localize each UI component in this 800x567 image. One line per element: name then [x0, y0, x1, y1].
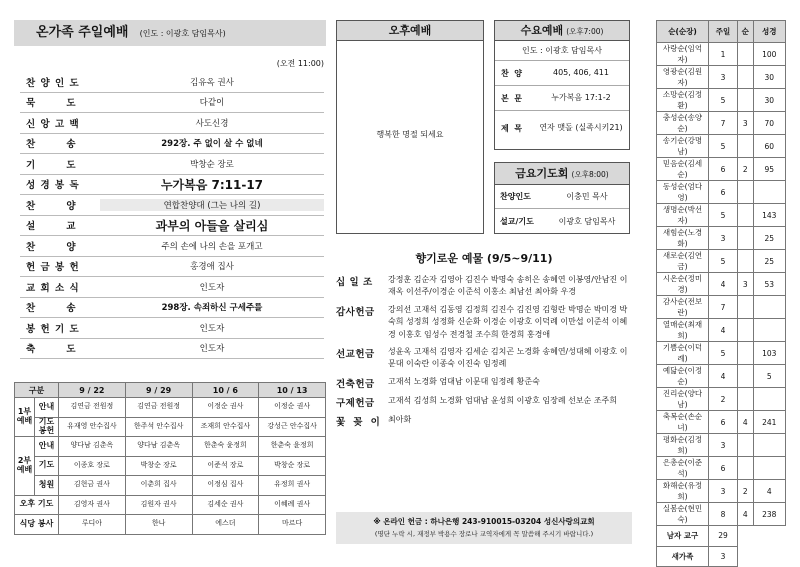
attendance-row	[657, 388, 786, 411]
schedule-cell: 에스더	[192, 515, 259, 535]
attendance-count: 103	[753, 342, 786, 365]
order-label: 교 회 소 식	[26, 282, 80, 294]
order-label: 찬 양	[26, 200, 77, 212]
duty-label: 안내	[35, 437, 59, 457]
service-schedule-table	[14, 382, 326, 535]
attendance-count: 4	[753, 480, 786, 503]
summary-value: 29	[709, 526, 738, 547]
offering-item	[336, 414, 632, 428]
schedule-row	[15, 476, 326, 496]
order-row	[20, 339, 324, 360]
service-label: 2부 예배	[15, 437, 35, 496]
summary-empty	[738, 526, 786, 547]
attendance-count: 3	[709, 434, 738, 457]
wednesday-row	[495, 111, 629, 145]
schedule-cell: 이혜례 권사	[259, 495, 326, 515]
attendance-count: 5	[709, 89, 738, 112]
order-label: 기 도	[26, 159, 77, 171]
order-label: 헌 금 봉 헌	[26, 262, 80, 274]
schedule-cell: 박창순 장로	[125, 456, 192, 476]
order-row	[20, 72, 324, 93]
wednesday-header	[495, 21, 629, 41]
schedule-cell: 김영자 권사	[59, 495, 126, 515]
schedule-header: 9 / 29	[125, 383, 192, 398]
attendance-count	[753, 319, 786, 342]
attendance-count	[738, 66, 753, 89]
friday-row-value: 이충민 목사	[566, 192, 608, 201]
wednesday-time: (오후7:00)	[566, 27, 604, 36]
schedule-cell: 김연금 전원정	[59, 398, 126, 418]
attendance-header: 주일	[709, 21, 738, 43]
attendance-count: 5	[709, 250, 738, 273]
order-row	[20, 298, 324, 319]
wednesday-leader: 인도 : 이광호 담임목사	[495, 41, 629, 61]
offering-item	[336, 274, 632, 299]
attendance-row	[657, 296, 786, 319]
schedule-cell: 양다남 김춘옥	[125, 437, 192, 457]
attendance-count: 143	[753, 204, 786, 227]
attendance-count	[738, 342, 753, 365]
offering-category: 꽃 꽂 이	[336, 416, 381, 428]
attendance-count	[753, 434, 786, 457]
attendance-count: 100	[753, 43, 786, 66]
attendance-count: 25	[753, 250, 786, 273]
attendance-count	[738, 250, 753, 273]
schedule-cell: 이정순 권사	[192, 398, 259, 418]
attendance-summary-row	[657, 526, 786, 547]
attendance-count	[753, 181, 786, 204]
schedule-cell: 유재영 안수집사	[59, 417, 126, 437]
wednesday-row-value: 연자 맷돌 (실족시키21)	[539, 122, 623, 132]
order-row	[20, 318, 324, 339]
schedule-cell: 이정순 권사	[259, 398, 326, 418]
attendance-count: 4	[738, 503, 753, 526]
friday-row-label: 찬양인도	[500, 192, 531, 201]
order-row	[20, 134, 324, 155]
attendance-row	[657, 411, 786, 434]
attendance-count	[753, 388, 786, 411]
attendance-count	[738, 43, 753, 66]
schedule-cell: 강성근 안수집사	[259, 417, 326, 437]
attendance-count: 6	[709, 158, 738, 181]
order-value: 292장. 주 없이 살 수 없네	[161, 139, 263, 150]
group-name: 충성순(송양순)	[657, 112, 709, 135]
attendance-count: 7	[709, 296, 738, 319]
attendance-row	[657, 342, 786, 365]
schedule-row	[15, 417, 326, 437]
group-name: 송기순(강명남)	[657, 135, 709, 158]
wednesday-row	[495, 86, 629, 111]
group-name: 실봄순(현민숙)	[657, 503, 709, 526]
wednesday-section	[494, 20, 630, 150]
offering-category: 십 일 조	[336, 277, 373, 288]
offering-category: 건축헌금	[336, 378, 375, 390]
schedule-cell: 박창순 장로	[259, 456, 326, 476]
offering-category: 감사헌금	[336, 306, 375, 318]
attendance-count	[738, 227, 753, 250]
order-value: 사도신경	[195, 118, 229, 129]
omission-note: (명단 누락 시, 재정부 박용수 장로나 교역자에게 꼭 말씀해 주시기 바랍니다.)	[374, 530, 594, 538]
attendance-count: 95	[753, 158, 786, 181]
schedule-cell: 한춘숙 윤정희	[192, 437, 259, 457]
offering-names: 성윤옥 고재석 김영자 김세순 김치곤 노경화 송혜연/성대혜 이광호 이문대 이숙란 이종숙 이진숙 임정례	[388, 346, 628, 369]
group-name: 새힘순(노경화)	[657, 227, 709, 250]
offering-names: 고재석 김성희 노경화 엄대남 윤성희 이광호 임장례 선보순 조주희	[388, 395, 617, 405]
attendance-count: 2	[709, 388, 738, 411]
order-label: 찬 양 인 도	[26, 77, 80, 89]
attendance-count	[738, 296, 753, 319]
schedule-cell: 김원자 권사	[125, 495, 192, 515]
attendance-count: 53	[753, 273, 786, 296]
order-row	[20, 195, 324, 216]
attendance-count: 5	[709, 135, 738, 158]
schedule-cell: 한주석 안수집사	[125, 417, 192, 437]
attendance-count	[738, 204, 753, 227]
attendance-count	[738, 319, 753, 342]
attendance-count: 238	[753, 503, 786, 526]
order-row	[20, 154, 324, 175]
attendance-count	[738, 181, 753, 204]
schedule-row	[15, 515, 326, 535]
worship-order	[20, 72, 324, 359]
offering-names: 강의선 고재석 김동영 김정희 김진수 김진영 김형란 박명순 박미경 박숙희 성정희 성정화 신순화 이경순 이광호 이덕례 이만섭 이준석 이혜경 이홍호 임성수 전경철 조수희 한경희 홍경애	[388, 304, 628, 339]
attendance-row	[657, 457, 786, 480]
order-label: 찬 송	[26, 139, 77, 151]
attendance-row	[657, 227, 786, 250]
schedule-header: 9 / 22	[59, 383, 126, 398]
friday-section	[494, 162, 630, 234]
attendance-count: 3	[738, 273, 753, 296]
attendance-count	[738, 457, 753, 480]
sunday-header	[14, 20, 326, 46]
order-value: 누가복음 7:11-17	[160, 177, 264, 192]
attendance-count	[738, 135, 753, 158]
attendance-row	[657, 204, 786, 227]
order-label: 찬 송	[26, 303, 77, 315]
friday-row	[495, 209, 629, 233]
wednesday-row-value: 405, 406, 411	[553, 67, 609, 77]
sunday-title: 온가족 주일예배	[36, 25, 129, 40]
schedule-cell: 한나	[125, 515, 192, 535]
attendance-count	[738, 365, 753, 388]
attendance-table	[656, 20, 786, 567]
offering-item	[336, 395, 632, 409]
group-name: 예닮순(이정순)	[657, 365, 709, 388]
attendance-count	[738, 434, 753, 457]
offering-item	[336, 376, 632, 390]
schedule-header: 10 / 6	[192, 383, 259, 398]
summary-label: 새가족	[657, 546, 709, 567]
order-value: 298장. 속죄하신 구세주를	[161, 303, 263, 314]
wednesday-row-label: 본 문	[501, 93, 523, 103]
attendance-count: 60	[753, 135, 786, 158]
offering-names: 최아화	[388, 414, 412, 424]
order-label: 봉 헌 기 도	[26, 323, 80, 335]
schedule-cell: 조재희 안수집사	[192, 417, 259, 437]
attendance-count: 6	[709, 181, 738, 204]
offering-names: 강정훈 김순자 김영아 김진수 박명숙 송히은 송혜연 이봉영/안남진 이재옥 이선주/이경순 이준석 이홍소 최남선 최아화 우경	[388, 275, 628, 297]
schedule-row	[15, 495, 326, 515]
offering-category: 구제헌금	[336, 397, 375, 409]
attendance-count: 8	[709, 503, 738, 526]
friday-row-value: 이광호 담임목사	[558, 216, 616, 226]
attendance-count: 30	[753, 66, 786, 89]
attendance-count: 2	[738, 158, 753, 181]
group-name: 감사순(전보란)	[657, 296, 709, 319]
attendance-row	[657, 112, 786, 135]
attendance-count: 6	[709, 411, 738, 434]
attendance-row	[657, 480, 786, 503]
schedule-header: 10 / 13	[259, 383, 326, 398]
attendance-row	[657, 434, 786, 457]
schedule-cell: 유정희 권사	[259, 476, 326, 496]
attendance-row	[657, 365, 786, 388]
order-label: 축 도	[26, 344, 77, 356]
attendance-row	[657, 135, 786, 158]
group-name: 평화순(김정희)	[657, 434, 709, 457]
offering-names: 고재석 노경화 엄대남 이문대 임정례 황준숙	[388, 376, 540, 386]
order-value: 인도자	[199, 323, 225, 334]
duty-label: 청원	[35, 476, 59, 496]
schedule-cell: 이준석 장로	[192, 456, 259, 476]
attendance-header: 순(순장)	[657, 21, 709, 43]
duty-label: 안내	[35, 398, 59, 418]
schedule-cell: 양다남 김춘옥	[59, 437, 126, 457]
schedule-cell: 김연금 전원정	[125, 398, 192, 418]
sunday-leader: (인도 : 이광호 담임목사)	[139, 29, 226, 38]
friday-header	[495, 163, 629, 185]
wednesday-title: 수요예배	[520, 24, 564, 37]
offerings-list	[336, 274, 632, 433]
attendance-count: 3	[709, 227, 738, 250]
attendance-row	[657, 43, 786, 66]
group-name: 시온순(정미경)	[657, 273, 709, 296]
attendance-count: 3	[738, 112, 753, 135]
attendance-row	[657, 66, 786, 89]
attendance-header: 순	[738, 21, 753, 43]
summary-value: 3	[709, 546, 738, 567]
attendance-count: 5	[753, 365, 786, 388]
attendance-count: 241	[753, 411, 786, 434]
group-name: 새로순(김연금)	[657, 250, 709, 273]
group-name: 동성순(엄다영)	[657, 181, 709, 204]
schedule-cell: 한춘숙 윤정희	[259, 437, 326, 457]
attendance-count: 5	[709, 342, 738, 365]
attendance-count: 3	[709, 480, 738, 503]
online-offering-info: ※ 온라인 헌금 : 하나은행 243-910015-03204 성신사랑의교회	[373, 517, 595, 526]
schedule-cell: 이정심 집사	[192, 476, 259, 496]
summary-empty	[738, 546, 786, 567]
group-name: 은총순(이준석)	[657, 457, 709, 480]
schedule-row	[15, 437, 326, 457]
attendance-count: 25	[753, 227, 786, 250]
order-value: 인도자	[199, 282, 225, 293]
attendance-count	[753, 296, 786, 319]
order-row	[20, 113, 324, 134]
order-label: 신 앙 고 백	[26, 118, 80, 130]
friday-row-label: 설교/기도	[500, 216, 534, 226]
order-row	[20, 216, 324, 237]
order-value: 인도자	[199, 344, 225, 355]
attendance-count	[753, 457, 786, 480]
afternoon-title: 오후예배	[337, 21, 483, 41]
group-name: 사랑순(임억자)	[657, 43, 709, 66]
afternoon-message: 행복한 명절 되세요	[376, 130, 444, 139]
attendance-row	[657, 89, 786, 112]
friday-time: (오후8:00)	[571, 170, 609, 179]
sunday-time: (오전 11:00)	[276, 59, 324, 68]
service-label: 1부 예배	[15, 398, 35, 437]
group-name: 기쁨순(이덕례)	[657, 342, 709, 365]
attendance-summary-row	[657, 546, 786, 567]
order-row	[20, 93, 324, 114]
wednesday-row-value: 누가복음 17:1-2	[551, 92, 611, 102]
group-name: 화해순(유정희)	[657, 480, 709, 503]
schedule-cell: 이종호 장로	[59, 456, 126, 476]
order-value: 홍경애 집사	[190, 262, 234, 273]
order-value: 주의 손에 나의 손을 포개고	[161, 241, 263, 252]
offerings-title: 향기로운 예물 (9/5~9/11)	[415, 252, 553, 265]
group-name: 축복순(손순녀)	[657, 411, 709, 434]
schedule-row	[15, 456, 326, 476]
attendance-count: 4	[709, 273, 738, 296]
group-name: 생명순(박선자)	[657, 204, 709, 227]
schedule-header: 구분	[15, 383, 59, 398]
group-name: 진리순(양다남)	[657, 388, 709, 411]
schedule-cell: 김세순 권사	[192, 495, 259, 515]
order-label: 성 경 봉 독	[26, 180, 80, 192]
attendance-count	[738, 89, 753, 112]
attendance-count: 4	[709, 319, 738, 342]
duty-label: 기도	[35, 456, 59, 476]
attendance-count: 6	[709, 457, 738, 480]
attendance-count: 3	[709, 66, 738, 89]
duty-label: 기도 봉헌	[35, 417, 59, 437]
attendance-row	[657, 503, 786, 526]
wednesday-row-label: 찬 양	[501, 68, 523, 78]
attendance-count: 7	[709, 112, 738, 135]
group-name: 열매순(최재희)	[657, 319, 709, 342]
duty-label: 식당 봉사	[15, 515, 59, 535]
attendance-count: 70	[753, 112, 786, 135]
order-value: 다같이	[199, 98, 225, 109]
attendance-count: 30	[753, 89, 786, 112]
friday-title: 금요기도회	[515, 167, 569, 180]
order-value: 김유옥 권사	[190, 77, 234, 88]
summary-label: 남자 교구	[657, 526, 709, 547]
online-notice	[336, 512, 632, 544]
order-row	[20, 277, 324, 298]
duty-label: 오후 기도	[15, 495, 59, 515]
attendance-row	[657, 158, 786, 181]
friday-row	[495, 185, 629, 209]
order-label: 묵 도	[26, 98, 77, 110]
afternoon-section	[336, 20, 484, 234]
order-row	[20, 236, 324, 257]
attendance-row	[657, 181, 786, 204]
schedule-cell: 루디아	[59, 515, 126, 535]
attendance-count: 4	[738, 411, 753, 434]
order-row	[20, 175, 324, 196]
attendance-count: 2	[738, 480, 753, 503]
attendance-count: 5	[709, 204, 738, 227]
schedule-row	[15, 398, 326, 418]
attendance-header: 성경	[753, 21, 786, 43]
wednesday-row-label: 제 목	[501, 123, 523, 133]
schedule-cell: 마르다	[259, 515, 326, 535]
attendance-count: 4	[709, 365, 738, 388]
order-label: 설 교	[26, 221, 77, 233]
attendance-count	[738, 388, 753, 411]
attendance-row	[657, 250, 786, 273]
offering-item	[336, 304, 632, 341]
order-value: 과부의 아들을 살리심	[155, 218, 269, 233]
order-value: 연합찬양대 (그는 나의 길)	[100, 199, 324, 211]
offering-item	[336, 346, 632, 371]
order-row	[20, 257, 324, 278]
order-value: 박창순 장로	[190, 159, 234, 170]
group-name: 소망순(김정환)	[657, 89, 709, 112]
attendance-count: 1	[709, 43, 738, 66]
group-name: 영광순(김원자)	[657, 66, 709, 89]
schedule-cell: 이춘희 집사	[125, 476, 192, 496]
attendance-row	[657, 273, 786, 296]
order-label: 찬 양	[26, 241, 77, 253]
attendance-row	[657, 319, 786, 342]
offering-category: 선교헌금	[336, 348, 375, 360]
group-name: 믿음순(김세순)	[657, 158, 709, 181]
schedule-cell: 김현금 권사	[59, 476, 126, 496]
wednesday-row	[495, 61, 629, 86]
